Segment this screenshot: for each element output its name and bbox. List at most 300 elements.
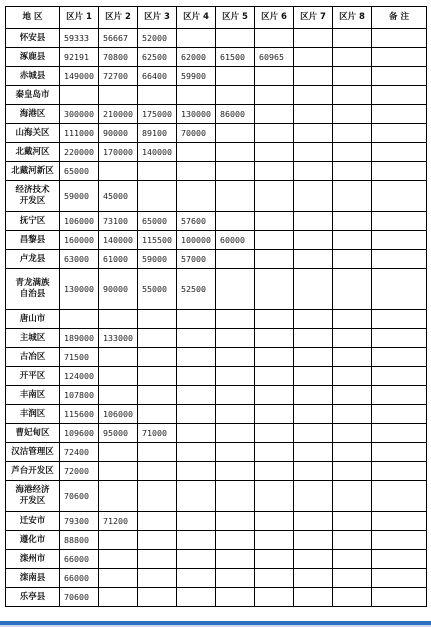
value-cell-area-3 (138, 405, 177, 424)
value-cell-area-3: 71000 (138, 424, 177, 443)
land-price-table (5, 6, 427, 607)
value-cell-area-3 (138, 310, 177, 329)
value-cell-area-8 (333, 105, 372, 124)
value-cell-area-4 (177, 310, 216, 329)
value-cell-area-3 (138, 550, 177, 569)
header-area-5: 区片 5 (216, 7, 255, 29)
value-cell-area-7 (294, 462, 333, 481)
table-row (6, 348, 427, 367)
value-cell-area-1: 79300 (60, 512, 99, 531)
table-row (6, 86, 427, 105)
region-cell: 乐亭县 (6, 588, 60, 607)
value-cell-area-8 (333, 424, 372, 443)
value-cell-area-1: 72400 (60, 443, 99, 462)
value-cell-area-7 (294, 512, 333, 531)
value-cell-area-7 (294, 67, 333, 86)
table-row (6, 367, 427, 386)
region-cell: 开平区 (6, 367, 60, 386)
value-cell-area-4 (177, 29, 216, 48)
value-cell-area-9 (372, 512, 427, 531)
value-cell-area-4: 62000 (177, 48, 216, 67)
value-cell-area-5 (216, 569, 255, 588)
value-cell-area-6 (255, 569, 294, 588)
region-cell: 卢龙县 (6, 250, 60, 269)
region-cell: 怀安县 (6, 29, 60, 48)
value-cell-area-9 (372, 231, 427, 250)
value-cell-area-7 (294, 550, 333, 569)
value-cell-area-4 (177, 329, 216, 348)
value-cell-area-9 (372, 212, 427, 231)
region-cell: 主城区 (6, 329, 60, 348)
value-cell-area-1: 59000 (60, 181, 99, 212)
header-area-3: 区片 3 (138, 7, 177, 29)
value-cell-area-5 (216, 512, 255, 531)
value-cell-area-6 (255, 512, 294, 531)
value-cell-area-2 (99, 588, 138, 607)
value-cell-area-3: 62500 (138, 48, 177, 67)
value-cell-area-8 (333, 443, 372, 462)
value-cell-area-1: 70600 (60, 588, 99, 607)
value-cell-area-7 (294, 181, 333, 212)
header-note: 备 注 (372, 7, 427, 29)
region-cell: 北戴河区 (6, 143, 60, 162)
value-cell-area-9 (372, 269, 427, 310)
value-cell-area-4 (177, 512, 216, 531)
value-cell-area-4: 57600 (177, 212, 216, 231)
value-cell-area-1: 65000 (60, 162, 99, 181)
value-cell-area-9 (372, 424, 427, 443)
value-cell-area-3 (138, 481, 177, 512)
table-row (6, 181, 427, 212)
value-cell-area-9 (372, 588, 427, 607)
value-cell-area-7 (294, 29, 333, 48)
value-cell-area-4 (177, 405, 216, 424)
value-cell-area-1: 92191 (60, 48, 99, 67)
value-cell-area-7 (294, 481, 333, 512)
value-cell-area-3: 59000 (138, 250, 177, 269)
value-cell-area-8 (333, 550, 372, 569)
value-cell-area-3: 66400 (138, 67, 177, 86)
value-cell-area-5 (216, 443, 255, 462)
value-cell-area-3: 115500 (138, 231, 177, 250)
region-cell: 汉沽管理区 (6, 443, 60, 462)
region-cell: 抚宁区 (6, 212, 60, 231)
value-cell-area-7 (294, 124, 333, 143)
value-cell-area-3 (138, 386, 177, 405)
value-cell-area-8 (333, 231, 372, 250)
value-cell-area-1: 109600 (60, 424, 99, 443)
value-cell-area-2 (99, 367, 138, 386)
value-cell-area-7 (294, 310, 333, 329)
value-cell-area-8 (333, 386, 372, 405)
value-cell-area-7 (294, 162, 333, 181)
value-cell-area-2: 95000 (99, 424, 138, 443)
header-area-7: 区片 7 (294, 7, 333, 29)
value-cell-area-6 (255, 231, 294, 250)
value-cell-area-5 (216, 588, 255, 607)
value-cell-area-5 (216, 531, 255, 550)
value-cell-area-8 (333, 67, 372, 86)
value-cell-area-3: 52000 (138, 29, 177, 48)
value-cell-area-3 (138, 329, 177, 348)
table-row (6, 310, 427, 329)
value-cell-area-1: 106000 (60, 212, 99, 231)
value-cell-area-3 (138, 512, 177, 531)
value-cell-area-3: 65000 (138, 212, 177, 231)
value-cell-area-2: 71200 (99, 512, 138, 531)
value-cell-area-5 (216, 386, 255, 405)
value-cell-area-6 (255, 367, 294, 386)
value-cell-area-8 (333, 29, 372, 48)
table-header-row (6, 7, 427, 29)
region-cell: 山海关区 (6, 124, 60, 143)
value-cell-area-2 (99, 550, 138, 569)
value-cell-area-9 (372, 162, 427, 181)
value-cell-area-2: 56667 (99, 29, 138, 48)
value-cell-area-6 (255, 212, 294, 231)
value-cell-area-1: 300000 (60, 105, 99, 124)
value-cell-area-8 (333, 250, 372, 269)
region-cell: 赤城县 (6, 67, 60, 86)
region-cell: 滦南县 (6, 569, 60, 588)
value-cell-area-1: 70600 (60, 481, 99, 512)
value-cell-area-2: 133000 (99, 329, 138, 348)
header-region: 地 区 (6, 7, 60, 29)
table-row (6, 512, 427, 531)
value-cell-area-7 (294, 367, 333, 386)
value-cell-area-3 (138, 588, 177, 607)
value-cell-area-8 (333, 310, 372, 329)
value-cell-area-7 (294, 329, 333, 348)
value-cell-area-8 (333, 531, 372, 550)
value-cell-area-9 (372, 48, 427, 67)
value-cell-area-8 (333, 405, 372, 424)
value-cell-area-6 (255, 105, 294, 124)
value-cell-area-2 (99, 481, 138, 512)
value-cell-area-1: 71500 (60, 348, 99, 367)
value-cell-area-1: 111000 (60, 124, 99, 143)
value-cell-area-9 (372, 67, 427, 86)
table-row (6, 569, 427, 588)
value-cell-area-5: 86000 (216, 105, 255, 124)
value-cell-area-8 (333, 367, 372, 386)
region-cell-line: 自治县 (19, 289, 46, 299)
value-cell-area-6 (255, 269, 294, 310)
value-cell-area-3 (138, 348, 177, 367)
value-cell-area-4 (177, 386, 216, 405)
value-cell-area-1: 66000 (60, 550, 99, 569)
value-cell-area-8 (333, 124, 372, 143)
value-cell-area-4 (177, 550, 216, 569)
value-cell-area-2 (99, 569, 138, 588)
value-cell-area-4 (177, 143, 216, 162)
value-cell-area-7 (294, 405, 333, 424)
region-cell: 丰润区 (6, 405, 60, 424)
value-cell-area-8 (333, 512, 372, 531)
region-cell: 唐山市 (6, 310, 60, 329)
table-row (6, 231, 427, 250)
region-cell (6, 481, 60, 512)
table-row (6, 269, 427, 310)
value-cell-area-6 (255, 329, 294, 348)
value-cell-area-5 (216, 269, 255, 310)
value-cell-area-9 (372, 550, 427, 569)
value-cell-area-6 (255, 348, 294, 367)
value-cell-area-2: 73100 (99, 212, 138, 231)
value-cell-area-6 (255, 310, 294, 329)
value-cell-area-2: 106000 (99, 405, 138, 424)
value-cell-area-5 (216, 329, 255, 348)
value-cell-area-4: 70000 (177, 124, 216, 143)
region-cell: 丰南区 (6, 386, 60, 405)
value-cell-area-4 (177, 531, 216, 550)
value-cell-area-5 (216, 124, 255, 143)
value-cell-area-6 (255, 424, 294, 443)
region-cell: 北戴河新区 (6, 162, 60, 181)
value-cell-area-7 (294, 424, 333, 443)
value-cell-area-6 (255, 124, 294, 143)
value-cell-area-9 (372, 86, 427, 105)
value-cell-area-1: 107800 (60, 386, 99, 405)
value-cell-area-7 (294, 250, 333, 269)
header-area-4: 区片 4 (177, 7, 216, 29)
value-cell-area-5 (216, 181, 255, 212)
value-cell-area-9 (372, 310, 427, 329)
value-cell-area-6 (255, 250, 294, 269)
value-cell-area-6 (255, 405, 294, 424)
table-row (6, 481, 427, 512)
value-cell-area-2: 170000 (99, 143, 138, 162)
value-cell-area-1: 189000 (60, 329, 99, 348)
value-cell-area-2: 70800 (99, 48, 138, 67)
value-cell-area-6 (255, 67, 294, 86)
value-cell-area-8 (333, 329, 372, 348)
value-cell-area-5 (216, 405, 255, 424)
header-area-6: 区片 6 (255, 7, 294, 29)
value-cell-area-7 (294, 386, 333, 405)
region-cell: 芦台开发区 (6, 462, 60, 481)
value-cell-area-3 (138, 86, 177, 105)
value-cell-area-3 (138, 367, 177, 386)
value-cell-area-9 (372, 569, 427, 588)
value-cell-area-1: 124000 (60, 367, 99, 386)
value-cell-area-9 (372, 329, 427, 348)
table-row (6, 462, 427, 481)
value-cell-area-5 (216, 424, 255, 443)
value-cell-area-3 (138, 462, 177, 481)
value-cell-area-6 (255, 181, 294, 212)
value-cell-area-8 (333, 181, 372, 212)
region-cell: 迁安市 (6, 512, 60, 531)
value-cell-area-8 (333, 588, 372, 607)
value-cell-area-4 (177, 348, 216, 367)
value-cell-area-7 (294, 231, 333, 250)
value-cell-area-4: 130000 (177, 105, 216, 124)
value-cell-area-7 (294, 86, 333, 105)
value-cell-area-4: 57000 (177, 250, 216, 269)
value-cell-area-6 (255, 550, 294, 569)
value-cell-area-8 (333, 143, 372, 162)
value-cell-area-3: 55000 (138, 269, 177, 310)
table-row (6, 588, 427, 607)
value-cell-area-4: 100000 (177, 231, 216, 250)
value-cell-area-1: 220000 (60, 143, 99, 162)
value-cell-area-3 (138, 569, 177, 588)
value-cell-area-9 (372, 481, 427, 512)
value-cell-area-9 (372, 250, 427, 269)
value-cell-area-5 (216, 348, 255, 367)
value-cell-area-1: 160000 (60, 231, 99, 250)
region-cell: 曹妃甸区 (6, 424, 60, 443)
table-row (6, 443, 427, 462)
value-cell-area-5 (216, 143, 255, 162)
value-cell-area-7 (294, 443, 333, 462)
value-cell-area-6 (255, 462, 294, 481)
value-cell-area-4 (177, 367, 216, 386)
value-cell-area-9 (372, 386, 427, 405)
region-cell: 海港区 (6, 105, 60, 124)
region-cell: 秦皇岛市 (6, 86, 60, 105)
value-cell-area-4 (177, 443, 216, 462)
value-cell-area-4 (177, 424, 216, 443)
value-cell-area-4 (177, 86, 216, 105)
region-cell-line: 海港经济 (15, 485, 50, 495)
region-cell (6, 269, 60, 310)
value-cell-area-1: 115600 (60, 405, 99, 424)
value-cell-area-4 (177, 162, 216, 181)
value-cell-area-9 (372, 462, 427, 481)
value-cell-area-8 (333, 269, 372, 310)
header-area-2: 区片 2 (99, 7, 138, 29)
value-cell-area-7 (294, 348, 333, 367)
value-cell-area-9 (372, 29, 427, 48)
value-cell-area-1: 149000 (60, 67, 99, 86)
region-cell-line: 青龙满族 (15, 278, 50, 288)
value-cell-area-9 (372, 531, 427, 550)
table-row (6, 162, 427, 181)
value-cell-area-6 (255, 86, 294, 105)
value-cell-area-6 (255, 29, 294, 48)
value-cell-area-2 (99, 462, 138, 481)
value-cell-area-5 (216, 481, 255, 512)
value-cell-area-2: 61000 (99, 250, 138, 269)
value-cell-area-4 (177, 569, 216, 588)
value-cell-area-8 (333, 462, 372, 481)
value-cell-area-5 (216, 310, 255, 329)
value-cell-area-6 (255, 481, 294, 512)
value-cell-area-2: 72700 (99, 67, 138, 86)
value-cell-area-6 (255, 386, 294, 405)
value-cell-area-9 (372, 181, 427, 212)
table-row (6, 29, 427, 48)
value-cell-area-4: 59900 (177, 67, 216, 86)
table-row (6, 250, 427, 269)
value-cell-area-3: 175000 (138, 105, 177, 124)
value-cell-area-6 (255, 162, 294, 181)
region-cell: 涿鹿县 (6, 48, 60, 67)
value-cell-area-9 (372, 348, 427, 367)
table-row (6, 405, 427, 424)
value-cell-area-2: 90000 (99, 269, 138, 310)
value-cell-area-9 (372, 105, 427, 124)
value-cell-area-2 (99, 531, 138, 550)
value-cell-area-8 (333, 348, 372, 367)
value-cell-area-1: 59333 (60, 29, 99, 48)
value-cell-area-7 (294, 269, 333, 310)
value-cell-area-6: 60965 (255, 48, 294, 67)
value-cell-area-8 (333, 481, 372, 512)
value-cell-area-1: 72000 (60, 462, 99, 481)
value-cell-area-5: 60000 (216, 231, 255, 250)
value-cell-area-5 (216, 250, 255, 269)
value-cell-area-3: 140000 (138, 143, 177, 162)
value-cell-area-7 (294, 105, 333, 124)
region-cell-line: 开发区 (19, 496, 46, 506)
value-cell-area-3 (138, 162, 177, 181)
table-row (6, 550, 427, 569)
value-cell-area-5 (216, 212, 255, 231)
table-row (6, 329, 427, 348)
value-cell-area-2: 140000 (99, 231, 138, 250)
value-cell-area-5: 61500 (216, 48, 255, 67)
value-cell-area-6 (255, 443, 294, 462)
value-cell-area-5 (216, 550, 255, 569)
table-row (6, 67, 427, 86)
value-cell-area-1: 130000 (60, 269, 99, 310)
table-row (6, 105, 427, 124)
value-cell-area-6 (255, 143, 294, 162)
value-cell-area-9 (372, 124, 427, 143)
region-cell: 古冶区 (6, 348, 60, 367)
table-row (6, 386, 427, 405)
value-cell-area-7 (294, 48, 333, 67)
table-row (6, 48, 427, 67)
value-cell-area-9 (372, 143, 427, 162)
value-cell-area-5 (216, 67, 255, 86)
value-cell-area-2: 210000 (99, 105, 138, 124)
region-cell-line: 经济技术 (15, 185, 50, 195)
value-cell-area-5 (216, 367, 255, 386)
value-cell-area-3 (138, 531, 177, 550)
value-cell-area-7 (294, 212, 333, 231)
region-cell: 滦州市 (6, 550, 60, 569)
header-area-8: 区片 8 (333, 7, 372, 29)
table-row (6, 124, 427, 143)
value-cell-area-1 (60, 86, 99, 105)
value-cell-area-8 (333, 212, 372, 231)
table-row (6, 143, 427, 162)
value-cell-area-2 (99, 386, 138, 405)
value-cell-area-6 (255, 531, 294, 550)
value-cell-area-9 (372, 443, 427, 462)
table-row (6, 212, 427, 231)
value-cell-area-4 (177, 181, 216, 212)
value-cell-area-4 (177, 481, 216, 512)
value-cell-area-5 (216, 462, 255, 481)
value-cell-area-1: 66000 (60, 569, 99, 588)
region-cell: 遵化市 (6, 531, 60, 550)
region-cell: 昌黎县 (6, 231, 60, 250)
value-cell-area-8 (333, 162, 372, 181)
value-cell-area-9 (372, 405, 427, 424)
value-cell-area-6 (255, 588, 294, 607)
value-cell-area-2 (99, 162, 138, 181)
value-cell-area-7 (294, 143, 333, 162)
region-cell-line: 开发区 (19, 196, 46, 206)
header-area-1: 区片 1 (60, 7, 99, 29)
value-cell-area-5 (216, 86, 255, 105)
value-cell-area-9 (372, 367, 427, 386)
